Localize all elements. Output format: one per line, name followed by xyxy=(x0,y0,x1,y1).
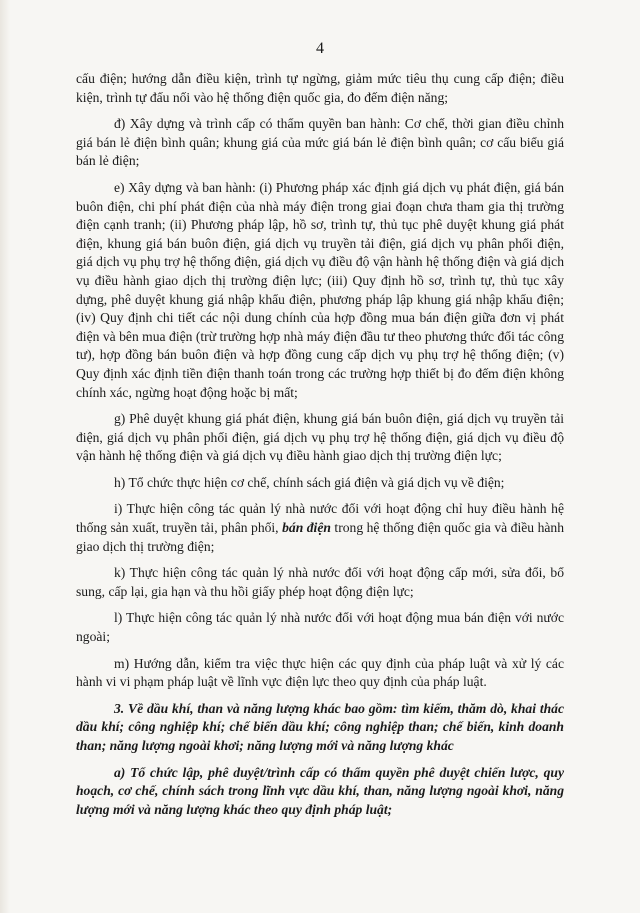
paragraph: m) Hướng dẫn, kiểm tra việc thực hiện các quy định của pháp luật và xử lý các hành vi vi phạm pháp luật về lĩnh vực điện lực theo quy định của pháp luật. xyxy=(76,655,564,690)
paragraph: l) Thực hiện công tác quản lý nhà nước đối với hoạt động mua bán điện với nước ngoài; xyxy=(76,610,564,645)
paragraph: k) Thực hiện công tác quản lý nhà nước đối với hoạt động cấp mới, sửa đổi, bổ sung, cấp lại, gia hạn và thu hồi giấy phép hoạt động điện lực; xyxy=(76,565,564,599)
paragraph: 3. Về dầu khí, than và năng lượng khác bao gồm: tìm kiếm, thăm dò, khai thác dầu khí; công nghiệp khí; chế biến dầu khí; công nghiệp than; chế biến, kinh doanh than; năng lượng ngoài khơi; năng lượng mới và năng lượng khác xyxy=(76,700,564,753)
paragraph: h) Tổ chức thực hiện cơ chế, chính sách giá điện và giá dịch vụ về điện; xyxy=(114,474,505,490)
paragraph: đ) Xây dựng và trình cấp có thẩm quyền ban hành: Cơ chế, thời gian điều chỉnh giá bán lẻ điện bình quân; khung giá của mức giá bán lẻ điện bình quân; cơ cấu biểu giá bán lẻ điện; xyxy=(76,116,564,169)
paragraph: e) Xây dựng và ban hành: (i) Phương pháp xác định giá dịch vụ phát điện, giá bán buôn điện, chi phí phát điện của nhà máy điện trong giai đoạn chưa tham gia thị trường điện cạnh tranh; (ii) Phương pháp lập, hồ sơ, trình tự, thủ tục phê duyệt khung giá phát điện, khung giá bán buôn điện, giá dịch vụ truyền tải điện, giá dịch vụ phân phối điện, giá dịch vụ phụ trợ hệ thống điện, giá dịch vụ điều độ vận hành hệ thống điện và giá dịch vụ điều hành giao dịch thị trường điện lực; (iii) Quy định hồ sơ, trình tự, thủ tục xây dựng, phê duyệt khung giá nhập khẩu điện, phương pháp lập khung giá nhập khẩu điện; (iv) Quy định chi tiết các nội dung chính của hợp đồng mua bán điện giữa đơn vị phát điện và bên mua điện (trừ trường hợp nhà máy điện đầu tư theo phương thức đối tác công tư), hợp đồng bán buôn điện và hợp đồng cung cấp dịch vụ phụ trợ hệ thống điện; (v) Quy định xác định tiền điện thanh toán trong các trường hợp thiết bị đo đếm điện không chính xác, ngừng hoạt động hoặc bị mất; xyxy=(76,179,564,400)
scan-edge-shadow xyxy=(0,0,10,913)
document-body xyxy=(76,70,564,827)
paragraph: i) Thực hiện công tác quản lý nhà nước đối với hoạt động chỉ huy điều hành hệ thống sản xuất, truyền tải, phân phối, bán điện trong hệ thống điện quốc gia và điều hành giao dịch thị trường điện; xyxy=(76,501,564,554)
page-number: 4 xyxy=(316,40,324,57)
paragraph: a) Tổ chức lập, phê duyệt/trình cấp có thẩm quyền phê duyệt chiến lược, quy hoạch, cơ chế, chính sách trong lĩnh vực dầu khí, than, năng lượng ngoài khơi, năng lượng mới và năng lượng khác theo quy định pháp luật; xyxy=(76,764,564,817)
paragraph: cấu điện; hướng dẫn điều kiện, trình tự ngừng, giảm mức tiêu thụ cung cấp điện; điều kiện, trình tự đấu nối vào hệ thống điện quốc gia, đo đếm điện năng; xyxy=(76,71,564,105)
paragraph: g) Phê duyệt khung giá phát điện, khung giá bán buôn điện, giá dịch vụ truyền tải điện, giá dịch vụ phân phối điện, giá dịch vụ phụ trợ hệ thống điện, giá dịch vụ điều độ vận hành hệ thống điện và giá dịch vụ điều hành giao dịch thị trường điện lực; xyxy=(76,411,564,464)
